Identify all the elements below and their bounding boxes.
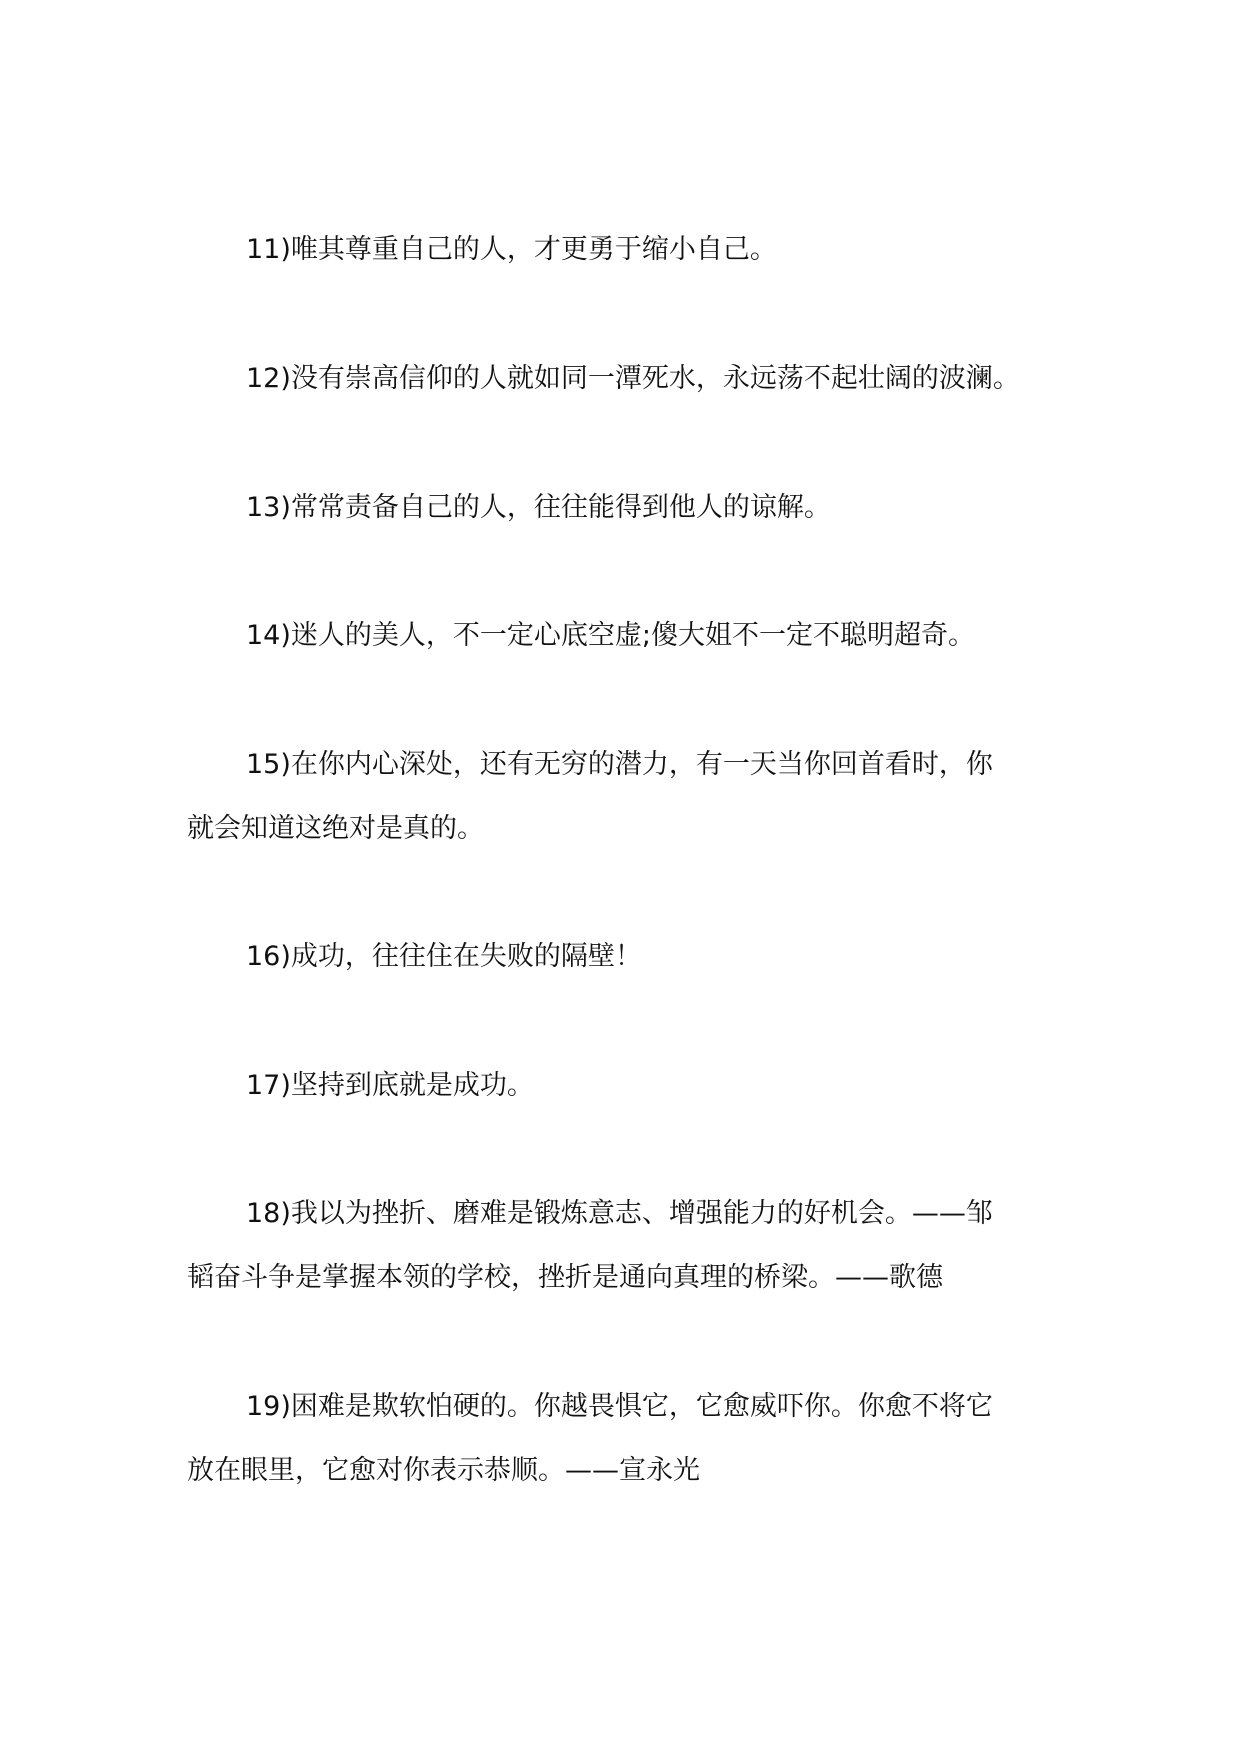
paragraph-line: 12)没有崇高信仰的人就如同一潭死水，永远荡不起壮阔的波澜。 bbox=[246, 363, 1020, 394]
paragraph-line: 14)迷人的美人，不一定心底空虚;傻大姐不一定不聪明超奇。 bbox=[246, 620, 975, 651]
quote-paragraph-11 bbox=[187, 218, 1067, 282]
paragraph-line: 韬奋斗争是掌握本领的学校，挫折是通向真理的桥梁。——歌德 bbox=[187, 1262, 943, 1293]
paragraph-line: 18)我以为挫折、磨难是锻炼意志、增强能力的好机会。——邹 bbox=[246, 1198, 993, 1229]
quote-paragraph-13 bbox=[187, 476, 1067, 540]
paragraph-line: 13)常常责备自己的人，往往能得到他人的谅解。 bbox=[246, 492, 831, 523]
paragraph-line: 17)坚持到底就是成功。 bbox=[246, 1070, 534, 1101]
quote-paragraph-16 bbox=[187, 925, 1067, 989]
quote-paragraph-18 bbox=[187, 1182, 1067, 1310]
quote-paragraph-14 bbox=[187, 604, 1067, 668]
paragraph-line: 19)困难是欺软怕硬的。你越畏惧它，它愈威吓你。你愈不将它 bbox=[246, 1391, 993, 1422]
quote-paragraph-19 bbox=[187, 1375, 1067, 1503]
quote-paragraph-12 bbox=[187, 347, 1067, 411]
paragraph-line: 就会知道这绝对是真的。 bbox=[187, 813, 484, 844]
quote-paragraph-15 bbox=[187, 733, 1067, 861]
paragraph-line: 16)成功，往往住在失败的隔壁！ bbox=[246, 941, 642, 972]
paragraph-line: 11)唯其尊重自己的人，才更勇于缩小自己。 bbox=[246, 234, 777, 265]
paragraph-line: 15)在你内心深处，还有无穷的潜力，有一天当你回首看时，你 bbox=[246, 749, 993, 780]
quote-paragraph-17 bbox=[187, 1054, 1067, 1118]
paragraph-line: 放在眼里，它愈对你表示恭顺。——宣永光 bbox=[187, 1455, 700, 1486]
